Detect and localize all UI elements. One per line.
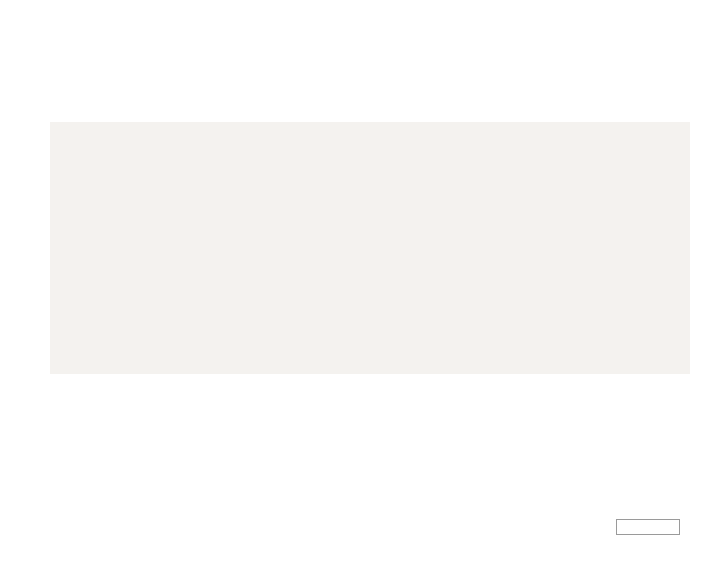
page-number bbox=[616, 519, 680, 535]
spreadsheet-panel bbox=[50, 122, 690, 374]
